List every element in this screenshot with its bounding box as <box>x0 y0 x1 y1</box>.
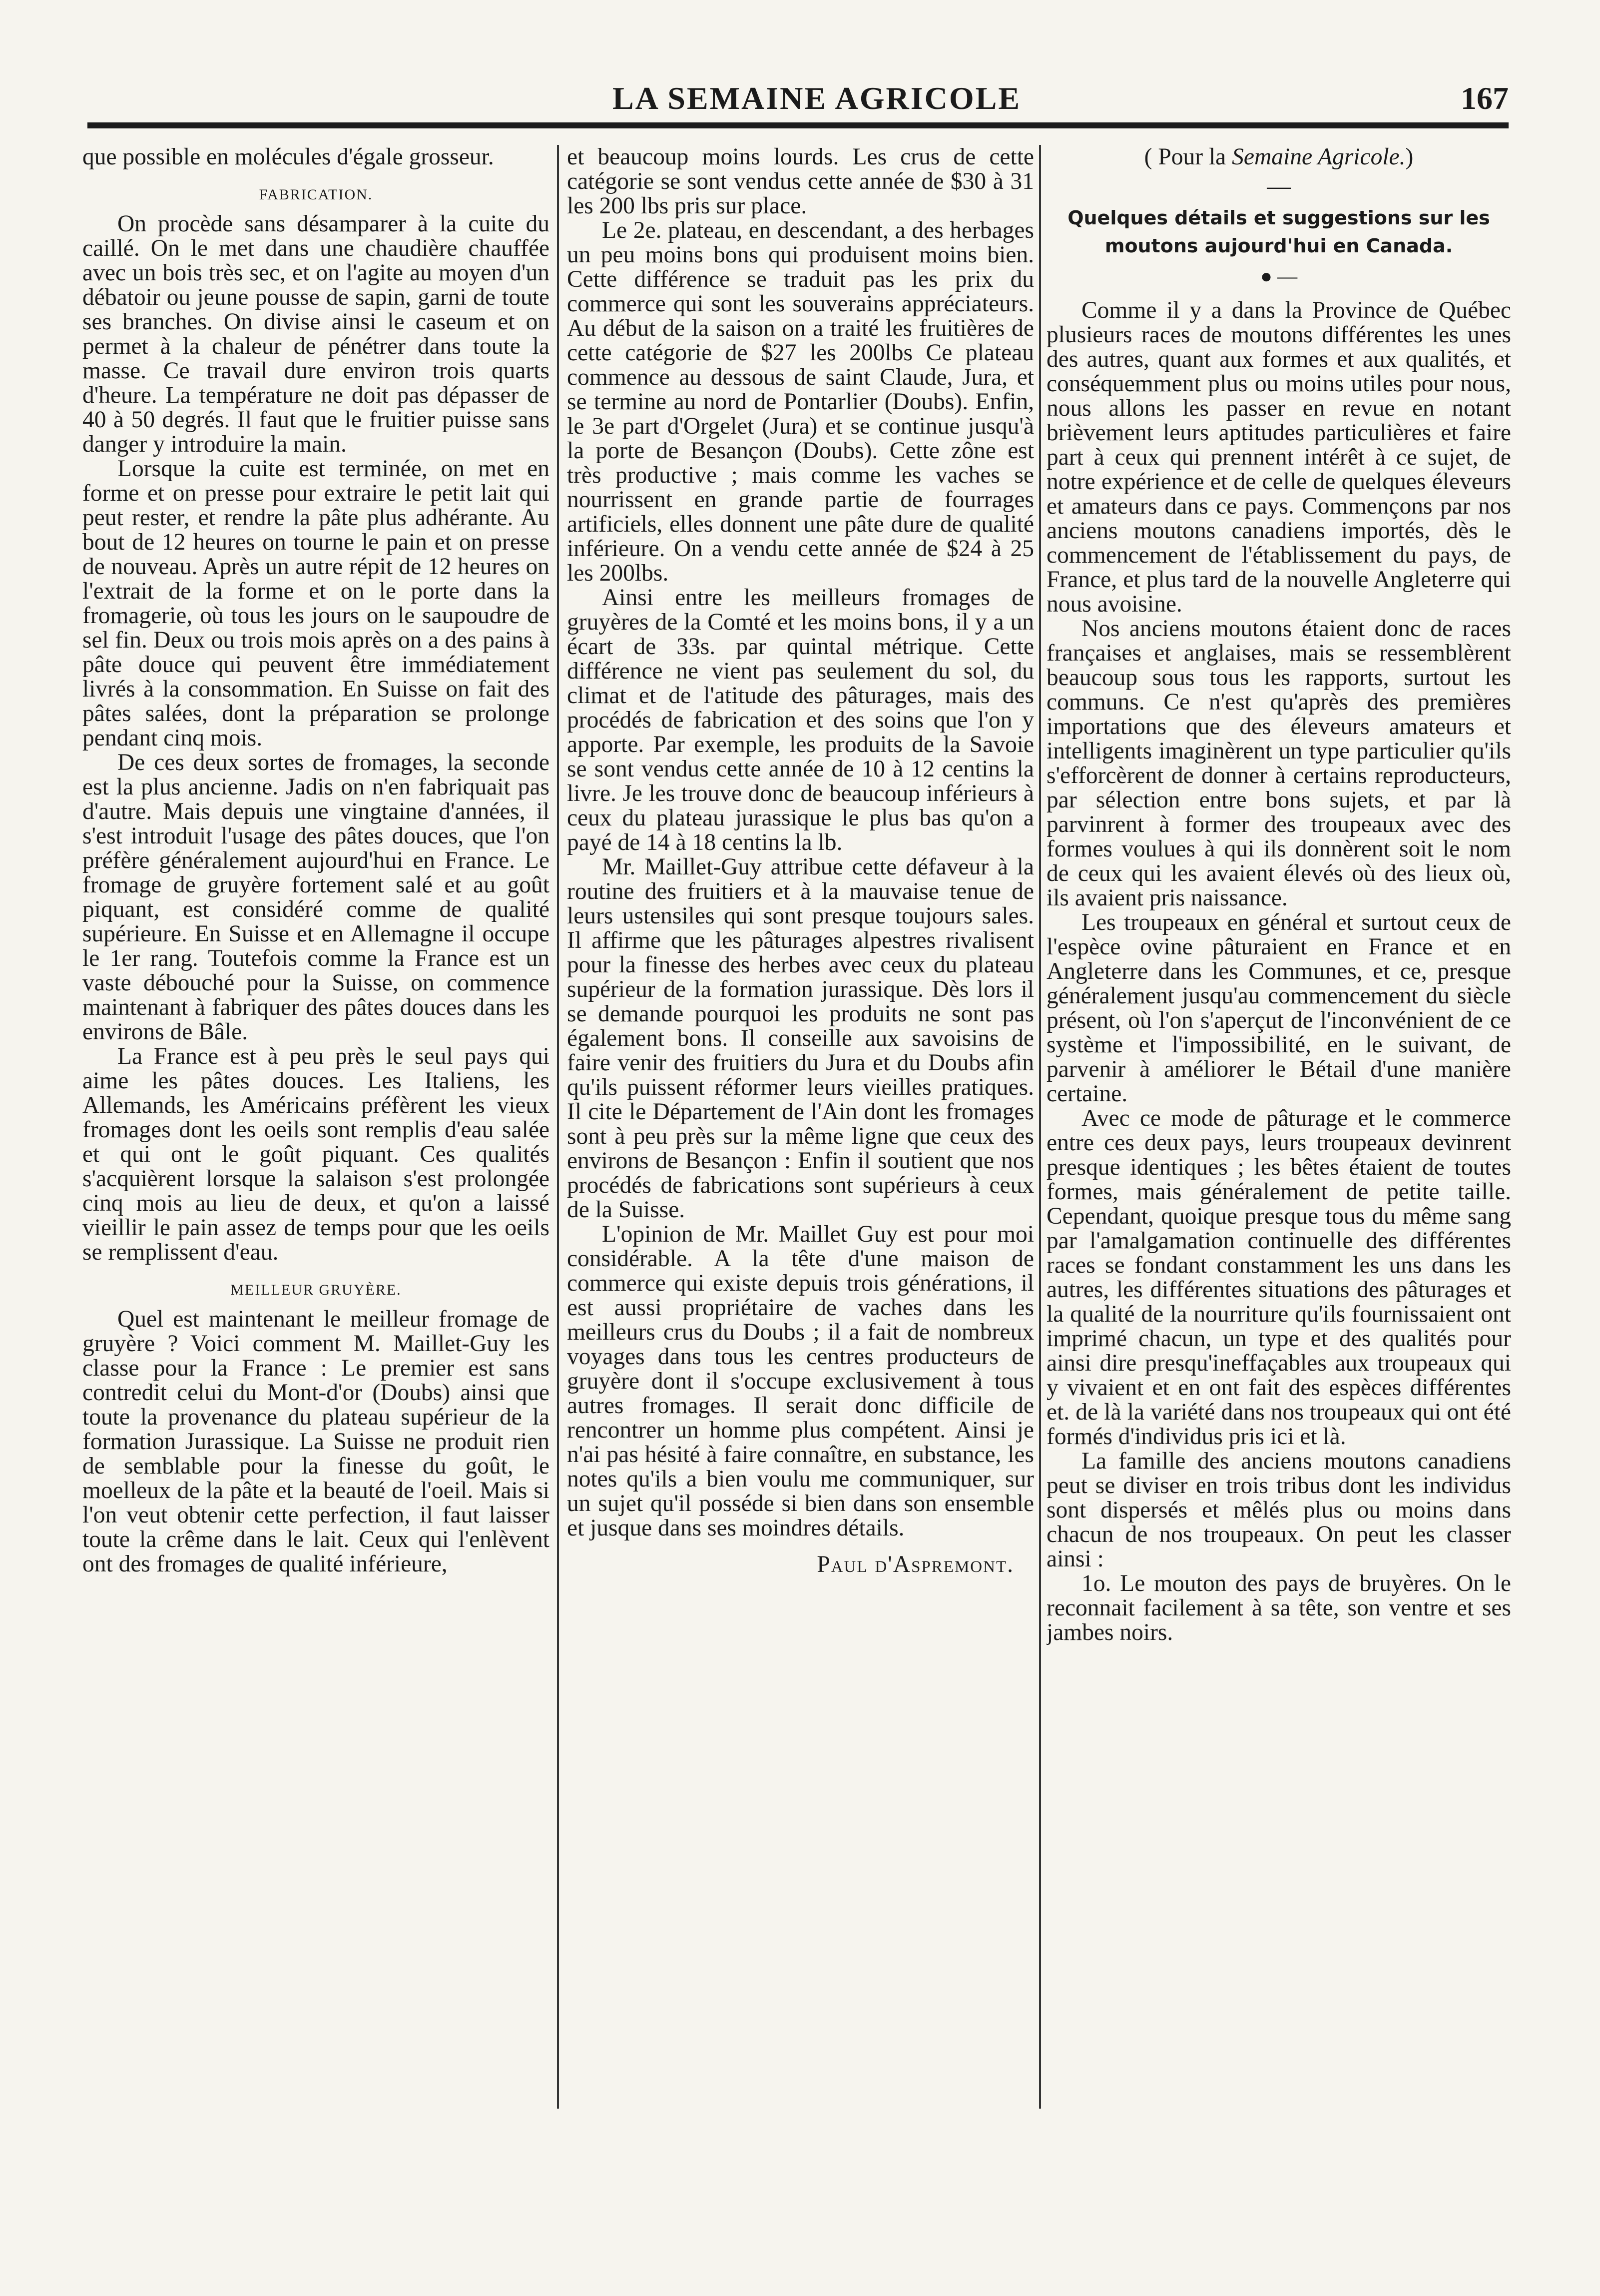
paragraph: Nos anciens moutons étaient donc de races françaises et anglaises, mais se ressemblèrent beaucoup sous tous les rapports, surtout les communs. Ce n'est qu'après des premières importations que des éleveurs amateurs et intelligents imaginèrent un type particulier qu'ils s'efforcèrent de donner à certains reproducteurs, par sélection entre bons sujets, et par là parvinrent à former des troupeaux avec des formes voulues à qui ils donnèrent soit le nom de ceux qui les avaient élevés où des lieux où, ils avaient pris naissance. <box>1047 616 1511 911</box>
author-signature: Paul d'Aspremont. <box>817 1551 1014 1577</box>
paragraph: et beaucoup moins lourds. Les crus de cette catégorie se sont vendus cette année de $30 à 31 les 200 lbs pris sur place. <box>567 145 1034 219</box>
header-rule <box>87 122 1509 128</box>
paragraph: La France est à peu près le seul pays qui aime les pâtes douces. Les Italiens, les Allemands, les Américains préfèrent les vieux fromages dont les oeils sont remplis d'eau salée et qui ont le goût piquant. Ces qualités s'acquièrent lorsque la salaison s'est prolongée cinq mois au lieu de deux, et qu'on a laissé vieillir le pain assez de temps pour que les oeils se remplissent d'eau. <box>82 1043 549 1265</box>
paragraph: Avec ce mode de pâturage et le commerce entre ces deux pays, leurs troupeaux devinrent presque identiques ; les bêtes étaient de toutes formes, mais généralement de petite taille. Cependant, quoique presque tous du même sang par l'amalgamation continuelle des différentes races se fondant constamment les uns dans les autres, les différentes situations des pâturages et la qualité de la nourriture qu'ils fournissaient ont imprimé chacun, un type et des qualités pour ainsi dire presqu'ineffaçables aux troupeaux qui y vivaient et en ont fait des espèces différentes et. de là la variété dans nos troupeaux qui ont été formés d'individus pris ici et là. <box>1047 1105 1511 1450</box>
credit-prefix: ( Pour la <box>1144 145 1232 170</box>
masthead <box>125 80 1509 120</box>
article-headline: Quelques détails et suggestions sur les moutons aujourd'hui en Canada. <box>1067 207 1490 257</box>
credit-title: Semaine Agricole. <box>1232 145 1406 170</box>
paragraph: Mr. Maillet-Guy attribue cette défaveur à la routine des fruitiers et à la mauvaise tenue de leurs ustensiles qui sont presque toujours sales. Il affirme que les pâturages alpestres rivalisent pour la finesse des herbes avec ceux du plateau supérieur de la formation jurassique. Dès lors il se demande pourquoi les produits ne sont pas également bons. Il conseille aux savoisins de faire venir des fruitiers du Jura et du Doubs afin qu'ils puissent réformer leurs vieilles pratiques. Il cite le Département de l'Ain dont les fromages sont à peu près sur la même ligne que ceux des environs de Besançon : Enfin il soutient que nos procédés de fabrications sont supérieurs à ceux de la Suisse. <box>567 854 1034 1223</box>
paragraph: Comme il y a dans la Province de Québec plusieurs races de moutons différentes les unes des autres, quant aux formes et aux qualités, et conséquemment plus ou moins utiles pour nous, nous allons les passer en revue en notant brièvement leurs aptitudes particulières et faire part à ceux qui prennent intérêt à ce sujet, de notre expérience et de celle de quelques éleveurs et amateurs dans ce pays. Commençons par nos anciens moutons canadiens importés, dès le commencement de l'établissement du pays, de France, et plus tard de la nouvelle Angleterre qui nous avoisine. <box>1047 297 1511 617</box>
column-divider <box>1039 145 1041 2109</box>
paragraph: De ces deux sortes de fromages, la seconde est la plus ancienne. Jadis on n'en fabriquait pas d'autre. Mais depuis une vingtaine d'années, il s'est introduit l'usage des pâtes douces, que l'on préfère généralement aujourd'hui en France. Le fromage de gruyère fortement salé et au goût piquant, est considéré comme de qualité supérieure. En Suisse et en Allemagne il occupe le 1er rang. Toutefois comme la France est un vaste débouché pour la Suisse, on commence maintenant à fabriquer des pâtes douces dans les environs de Bâle. <box>82 750 549 1045</box>
paragraph: On procède sans désamparer à la cuite du caillé. On le met dans une chaudière chauffée avec un bois très sec, et on l'agite au moyen d'un débatoir ou jeune pousse de sapin, garni de toute ses branches. On divise ainsi le caseum et on permet à la chaleur de pénétrer dans toute la masse. Ce travail dure environ trois quarts d'heure. La température ne doit pas dépasser de 40 à 50 degrés. Il faut que le fruitier puisse sans danger y introduire la main. <box>82 211 549 457</box>
paragraph: L'opinion de Mr. Maillet Guy est pour moi considérable. A la tête d'une maison de commerce qui existe depuis trois générations, il est aussi propriétaire de vaches dans les meilleurs crus du Doubs ; il a fait de nombreux voyages dans tous les centres producteurs de gruyère dont il s'occupe exclusivement à tous autres fromages. Il serait donc difficile de rencontrer un homme plus compétent. Ainsi je n'ai pas hésité à faire connaître, en substance, les notes qu'ils a bien voulu me communiquer, sur un sujet qu'il posséde si bien dans son ensemble et jusque dans ses moindres détails. <box>567 1221 1034 1541</box>
paragraph: Quel est maintenant le meilleur fromage de gruyère ? Voici comment M. Maillet-Guy les classe pour la France : Le premier est sans contredit celui du Mont-d'or (Doubs) ainsi que toute la provenance du plateau supérieur de la formation Jurassique. La Suisse ne produit rien de semblable pour la finesse du goût, le moelleux de la pâte et la beauté de l'oeil. Mais si l'on veut obtenir cette perfection, il faut laisser toute la crême dans le lait. Ceux qui l'enlèvent ont des fromages de qualité inférieure, <box>82 1306 549 1577</box>
section-heading-fabrication: FABRICATION. <box>259 186 373 203</box>
column-middle <box>567 145 1034 2129</box>
dash-separator: — <box>1267 173 1291 199</box>
paragraph: que possible en molécules d'égale grosseur. <box>82 145 494 170</box>
credit-suffix: ) <box>1405 145 1414 170</box>
journal-title: LA SEMAINE AGRICOLE <box>612 80 1022 116</box>
ornament-separator: ● — <box>1260 265 1298 287</box>
column-right <box>1047 145 1511 2129</box>
paragraph: 1o. Le mouton des pays de bruyères. On le reconnait facilement à sa tête, son ventre et ses jambes noirs. <box>1047 1570 1511 1645</box>
paragraph: Le 2e. plateau, en descendant, a des herbages un peu moins bons qui produisent moins bien. Cette différence se traduit pas les prix du commerce qui sont les souverains appréciateurs. Au début de la saison on a traité les fruitières de cette catégorie de $27 les 200lbs Ce plateau commence au dessous de saint Claude, Jura, et se termine au nord de Pontarlier (Doubs). Enfin, le 3e part d'Orgelet (Jura) et se continue jusqu'à la porte de Besançon (Doubs). Cette zône est très productive ; mais comme les vaches se nourrissent en grande partie de fourrages artificiels, elles donnent une pâte dure de qualité inférieure. On a vendu cette année de $24 à 25 les 200lbs. <box>567 217 1034 586</box>
paragraph: Ainsi entre les meilleurs fromages de gruyères de la Comté et les moins bons, il y a un écart de 33s. par quintal métrique. Cette différence ne vient pas seulement du sol, du climat et de l'atitude des pâturages, mais des procédés de fabrication et des soins que l'on y apporte. Par exemple, les produits de la Savoie se sont vendus cette année de 10 à 12 centins la livre. Je les trouve donc de beaucoup inférieurs à ceux du plateau jurassique le plus bas qu'on a payé de 14 à 18 centins la lb. <box>567 585 1034 855</box>
page-number: 167 <box>1461 80 1509 116</box>
section-heading-meilleur-gruyere: MEILLEUR GRUYÈRE. <box>230 1282 402 1298</box>
paragraph: Lorsque la cuite est terminée, on met en forme et on presse pour extraire le petit lait qui peut rester, et rendre la pâte plus adhérante. Au bout de 12 heures on tourne le pain et on presse de nouveau. Après un autre répit de 12 heures on l'extrait de la forme et on le porte dans la fromagerie, où tous les jours on le saupoudre de sel fin. Deux ou trois mois après on a des pains à pâte douce qui peuvent être immédiatement livrés à la consommation. En Suisse on fait des pâtes salées, dont la préparation se prolonge pendant cinq mois. <box>82 456 549 751</box>
column-divider <box>557 145 559 2109</box>
paragraph: Les troupeaux en général et surtout ceux de l'espèce ovine pâturaient en France et en Angleterre dans les Communes, et ce, presque généralement jusqu'au commencement du siècle présent, où l'on s'aperçut de l'inconvénient de ce système et l'impossibilité, en le suivant, de parvenir à améliorer le Bétail d'une manière certaine. <box>1047 909 1511 1107</box>
paragraph: La famille des anciens moutons canadiens peut se diviser en trois tribus dont les individus sont dispersés et mêlés plus ou moins dans chacun de nos troupeaux. On peut les classer ainsi : <box>1047 1448 1511 1572</box>
article-credit <box>1047 145 1511 169</box>
column-left <box>82 145 549 2129</box>
